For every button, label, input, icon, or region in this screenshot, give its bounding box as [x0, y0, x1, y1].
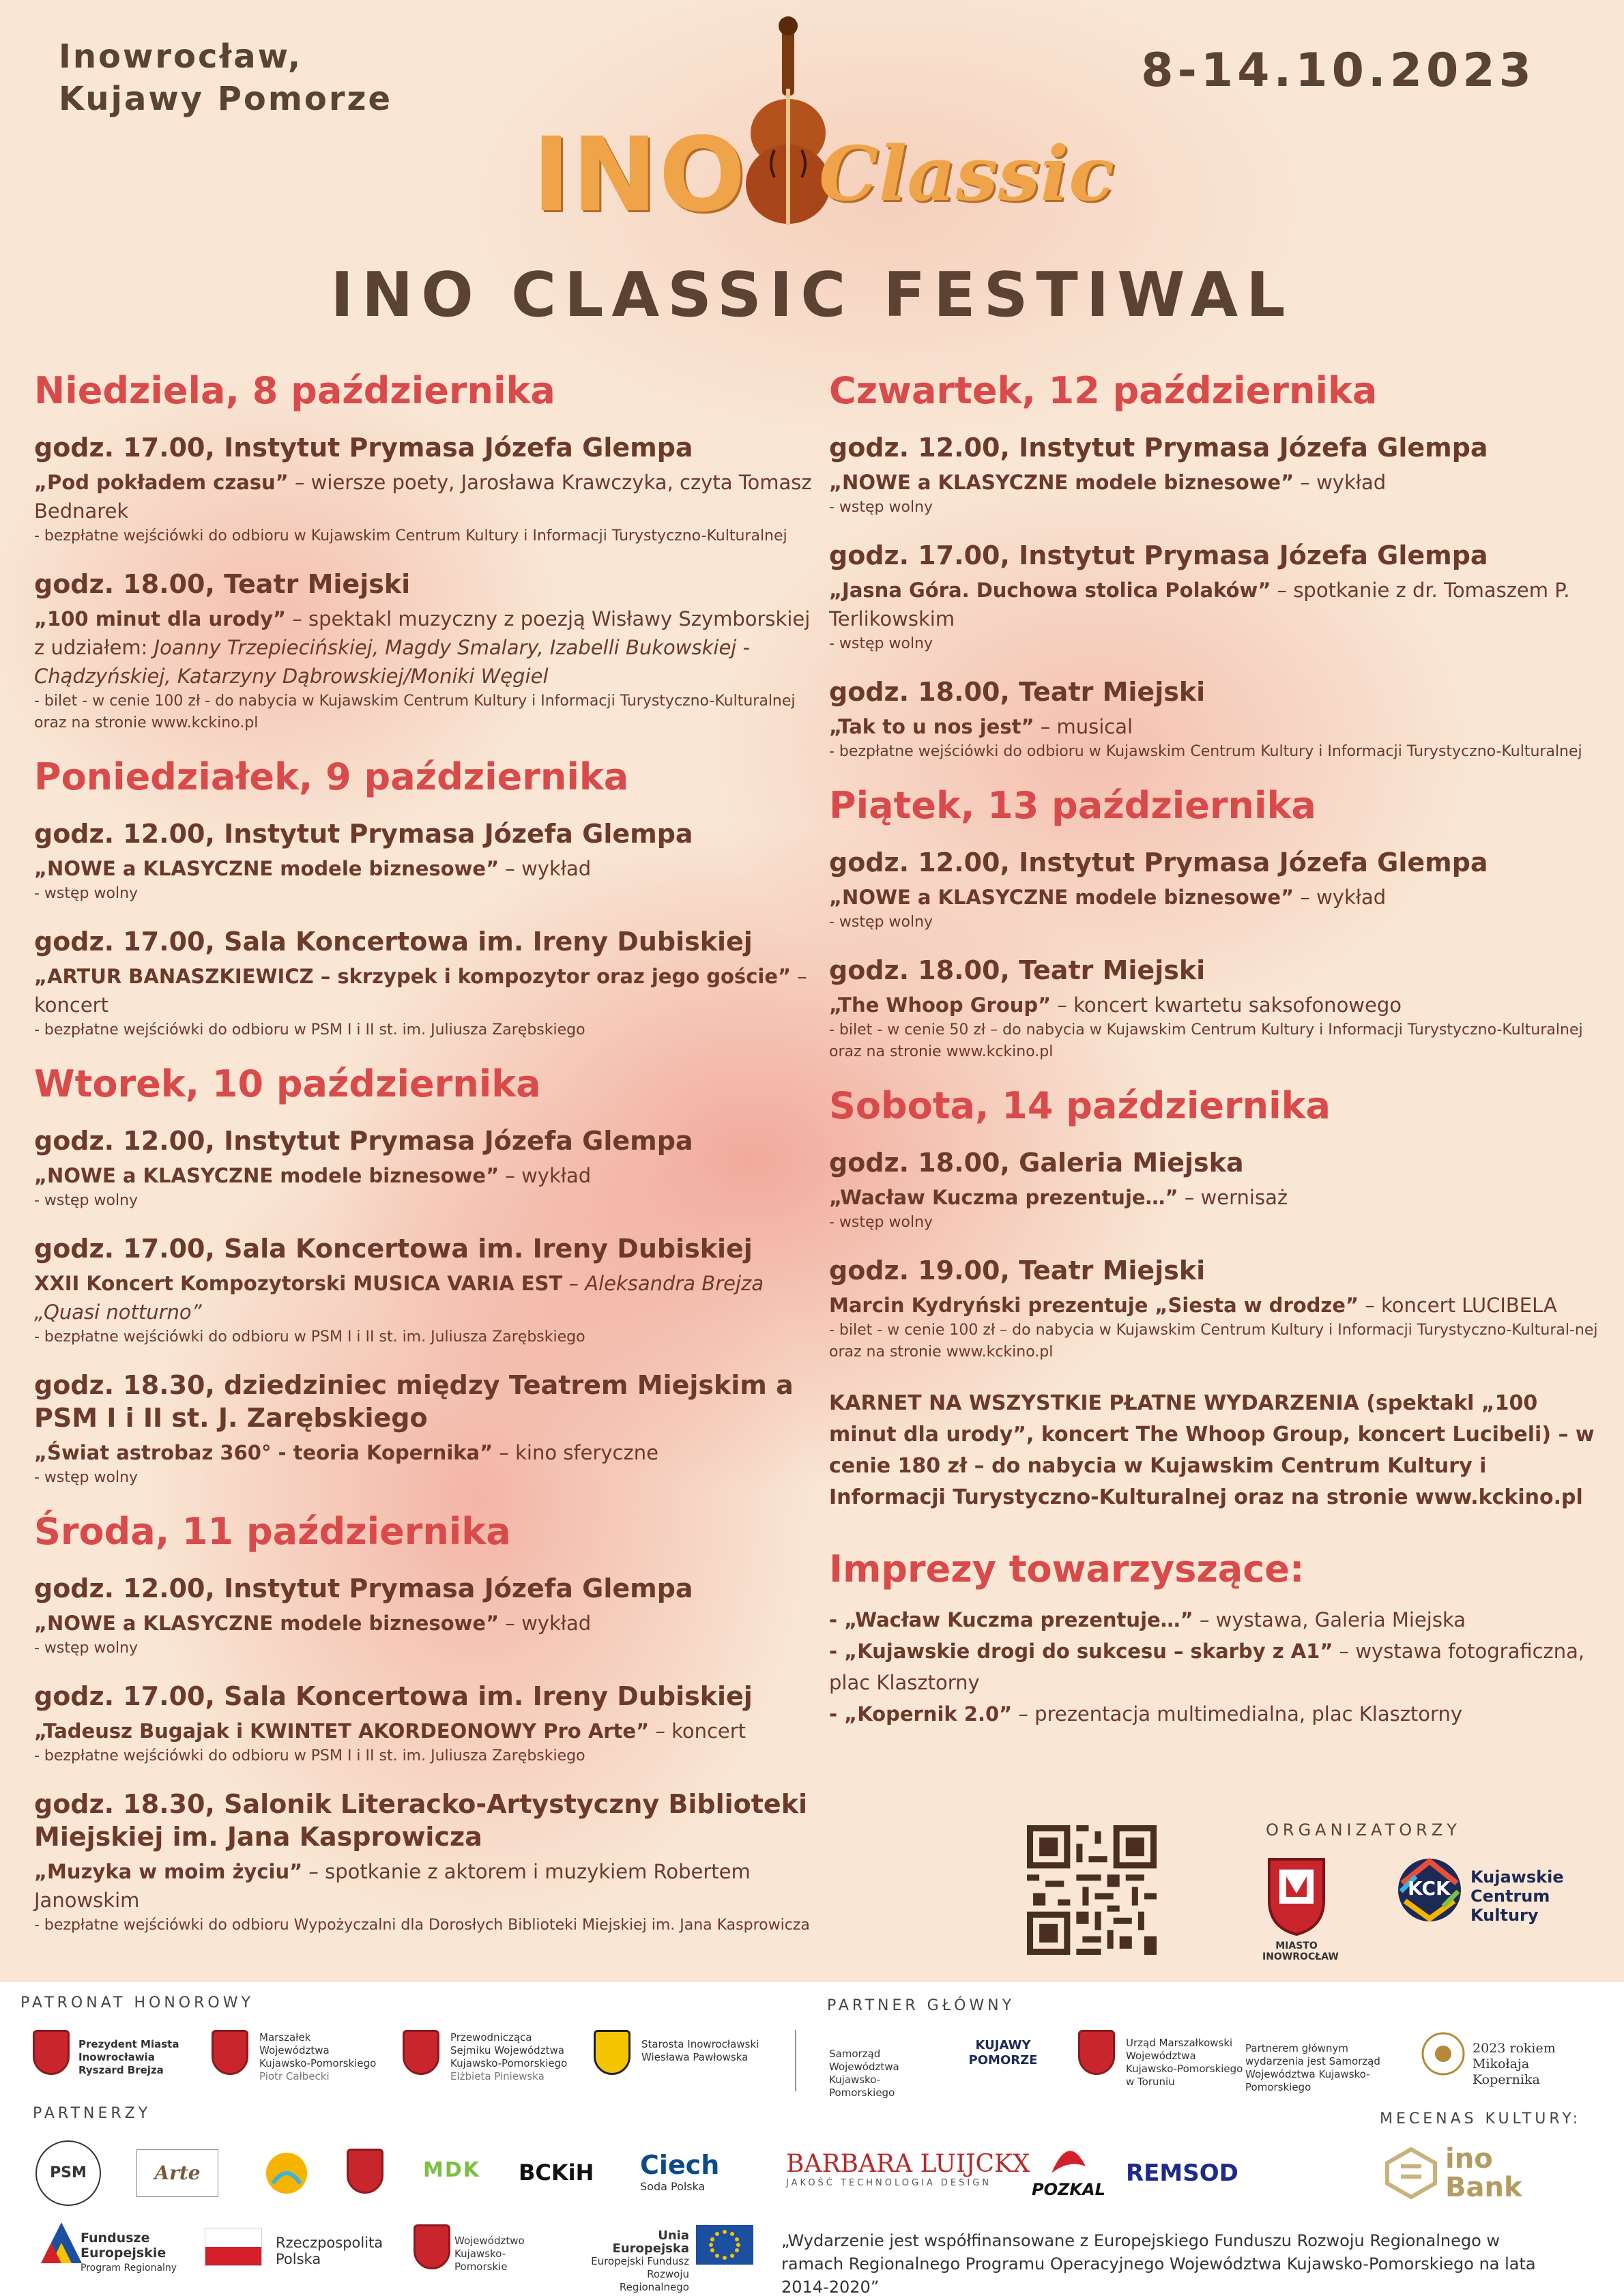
- day-section: [34, 755, 812, 1041]
- event-time-venue: godz. 17.00, Instytut Prymasa Józefa Glempa: [34, 433, 693, 463]
- inowroclaw-crest-logo: [1262, 1856, 1339, 1965]
- day-section: [34, 1509, 812, 1936]
- event-detail: – koncert kwartetu saksofonowego: [1051, 993, 1402, 1017]
- event-detail: – koncert LUCIBELA: [1359, 1294, 1557, 1317]
- event-description: [34, 854, 812, 883]
- ino-bank-bank: Bank: [1445, 2172, 1522, 2203]
- location-city: Inowrocław,: [59, 38, 303, 76]
- unia-logo: [580, 2229, 689, 2294]
- ciech-sub: Soda Polska: [640, 2180, 706, 2193]
- event-detail: – koncert: [649, 1719, 746, 1743]
- wojewodztwo-crest-icon: [414, 2224, 450, 2269]
- kck-name: Kujawskie Centrum Kultury: [1470, 1868, 1564, 1925]
- kopernik-sun-icon: [1421, 2031, 1466, 2076]
- event-title: „Jasna Góra. Duchowa stolica Polaków”: [829, 579, 1271, 602]
- event-item: [829, 675, 1607, 763]
- event-ticket-note: - bezpłatne wejściówki do odbioru w PSM I i II st. im. Juliusza Zarębskiego: [34, 1747, 585, 1764]
- event-detail: – musical: [1034, 715, 1133, 738]
- urzad-crest-icon: [1078, 2030, 1115, 2075]
- event-description: [34, 1438, 812, 1467]
- event-detail: – spektakl muzyczny z poezją Wisławy Szymborskiej z udziałem:: [34, 607, 811, 659]
- pozkal-name: POZKAL: [1032, 2180, 1105, 2199]
- event-item: [34, 1124, 812, 1212]
- day-title: Środa, 11 października: [34, 1510, 511, 1553]
- day-section: [34, 1062, 812, 1489]
- ciech-name: Ciech: [640, 2150, 720, 2180]
- rp-logo: Rzeczpospolita Polska: [276, 2235, 383, 2267]
- event-time-venue: godz. 18.30, Salonik Literacko-Artystyczny Biblioteki Miejskiej im. Jana Kasprowicza: [34, 1789, 808, 1852]
- event-time-venue: godz. 12.00, Instytut Prymasa Józefa Glempa: [829, 847, 1488, 877]
- patronat-label: PATRONAT HONOROWY: [20, 1994, 254, 2011]
- event-item: [34, 1788, 812, 1936]
- qr-code-icon[interactable]: [1027, 1825, 1157, 1955]
- event-ticket-note: - bilet - w cenie 100 zł – do nabycia w Kujawskim Centrum Kultury i Informacji Turystyczno-Kultural-nej oraz na stronie www.kckino.pl: [829, 1322, 1598, 1361]
- wojewodztwo-logo: Województwo Kujawsko-Pomorskie: [454, 2235, 525, 2273]
- imprezy-item: [829, 1636, 1607, 1698]
- right-days: [829, 368, 1607, 1363]
- kopernik-year: 2023 rokiem: [1473, 2041, 1556, 2056]
- day-section: [829, 1084, 1607, 1363]
- event-description: [829, 1291, 1607, 1320]
- fundusze-logo: [81, 2230, 183, 2276]
- patron-2-title: Marszałek Województwa Kujawsko-Pomorskiego: [259, 2031, 377, 2069]
- event-time-venue: godz. 17.00, Sala Koncertowa im. Ireny Dubiskiej: [34, 1234, 753, 1264]
- patron-1: [78, 2038, 194, 2077]
- kp-crest-icon: [212, 2030, 248, 2075]
- patron-4-title: Starosta Inowrocławski: [641, 2038, 759, 2050]
- mdk-logo: MDK: [423, 2158, 481, 2182]
- pozkal-icon: [1048, 2146, 1089, 2177]
- event-item: [34, 431, 812, 547]
- event-time-venue: godz. 18.30, dziedziniec między Teatrem Miejskim a PSM I i II st. J. Zarębskiego: [34, 1370, 794, 1433]
- city-crest-icon: [1262, 1856, 1331, 1938]
- event-detail: – koncert: [34, 965, 807, 1017]
- patron-4-name: Wiesława Pawłowska: [641, 2051, 749, 2063]
- event-item: [829, 1146, 1607, 1234]
- kopernik-year-logo: [1473, 2041, 1582, 2088]
- event-item: [34, 817, 812, 905]
- event-title: „Pod pokładem czasu”: [34, 471, 289, 494]
- mecenas-label: MECENAS KULTURY:: [1380, 2110, 1582, 2127]
- event-ticket-note: - wstęp wolny: [829, 499, 933, 516]
- event-ticket-note: - wstęp wolny: [829, 1214, 933, 1231]
- day-section: [829, 368, 1607, 763]
- event-description: [829, 712, 1607, 741]
- event-ticket-note: - bezpłatne wejściówki do odbioru w Kujawskim Centrum Kultury i Informacji Turystyczno-Kulturalnej: [829, 743, 1582, 760]
- partnerzy-label: PARTNERZY: [33, 2105, 151, 2122]
- event-time-venue: godz. 18.00, Teatr Miejski: [829, 955, 1206, 985]
- day-section: [829, 783, 1607, 1063]
- event-ticket-note: - bezpłatne wejściówki do odbioru w PSM I i II st. im. Juliusza Zarębskiego: [34, 1328, 585, 1346]
- pozkal-logo: [1032, 2146, 1105, 2199]
- imprezy-item-detail: – prezentacja multimedialna, plac Klasztorny: [1012, 1702, 1462, 1726]
- fundusze-program: Program Regionalny: [81, 2263, 177, 2273]
- event-description: [829, 468, 1607, 497]
- day-title: Poniedziałek, 9 października: [34, 755, 629, 798]
- event-time-venue: godz. 17.00, Instytut Prymasa Józefa Glempa: [829, 540, 1488, 570]
- event-detail: – wykład: [499, 1612, 592, 1635]
- psm-logo: PSM: [35, 2140, 101, 2206]
- event-description: [829, 883, 1607, 912]
- event-ticket-note: - bilet - w cenie 100 zł - do nabycia w Kujawskim Centrum Kultury i Informacji Turystyczno-Kulturalnej oraz na stronie www.kckino.pl: [34, 693, 796, 731]
- event-time-venue: godz. 17.00, Sala Koncertowa im. Ireny Dubiskiej: [34, 1681, 753, 1711]
- partner-note: Partnerem głównym wydarzenia jest Samorząd Województwa Kujawsko-Pomorskiego: [1245, 2042, 1380, 2093]
- patron-3: [450, 2031, 573, 2083]
- kopernik-name: Mikołaja Kopernika: [1473, 2057, 1540, 2087]
- event-ticket-note: - bezpłatne wejściówki do odbioru w Kujawskim Centrum Kultury i Informacji Turystyczno-Kulturalnej: [34, 527, 787, 544]
- event-description: [829, 576, 1607, 633]
- fundusze-name: Fundusze Europejskie: [81, 2230, 166, 2261]
- event-time-venue: godz. 12.00, Instytut Prymasa Józefa Glempa: [829, 433, 1488, 463]
- event-item: [34, 1680, 812, 1767]
- ino-bank-icon: [1384, 2146, 1438, 2200]
- event-title: „The Whoop Group”: [829, 993, 1052, 1017]
- imprezy-title: Imprezy towarzyszące:: [829, 1547, 1305, 1590]
- imprezy-item-title: - „Kopernik 2.0”: [829, 1702, 1013, 1726]
- kck-short: KCK: [1408, 1877, 1451, 1900]
- imprezy-item: [829, 1604, 1607, 1636]
- event-item: [34, 925, 812, 1041]
- program-right-column: [829, 368, 1607, 1730]
- event-detail: – kino sferyczne: [493, 1441, 658, 1464]
- event-detail: – wykład: [499, 857, 592, 880]
- bib-logo: [259, 2146, 314, 2200]
- imprezy-item-detail: – wystawa fotograficzna, plac Klasztorny: [829, 1640, 1585, 1694]
- event-ticket-note: - bilet - w cenie 50 zł – do nabycia w Kujawskim Centrum Kultury i Informacji Turystyczno-Kulturalnej oraz na stronie www.kckino.pl: [829, 1021, 1583, 1060]
- day-section: [34, 368, 812, 734]
- event-detail: – wiersze poety, Jarosława Krawczyka, czyta Tomasz Bednarek: [34, 471, 812, 523]
- event-performers: Joanny Trzepiecińskiej, Magdy Smalary, Izabelli Bukowskiej -Chądzyńskiej, Katarzyny Dąbrowskiej/Moniki Węgiel: [34, 636, 751, 688]
- event-title: „Tadeusz Bugajak i KWINTET AKORDEONOWY Pro Arte”: [34, 1719, 650, 1743]
- patron-3-title: Przewodnicząca Sejmiku Województwa Kujawsko-Pomorskiego: [450, 2031, 568, 2069]
- eu-flag-icon: [696, 2225, 753, 2265]
- remsod-logo: REMSOD: [1126, 2160, 1238, 2187]
- day-title: Wtorek, 10 października: [34, 1062, 541, 1105]
- efrr-name: Europejski Fundusz Rozwoju Regionalnego: [591, 2255, 689, 2293]
- event-ticket-note: - bezpłatne wejściówki do odbioru Wypożyczalni dla Dorosłych Biblioteki Miejskiej im. Jana Kasprowicza: [34, 1917, 810, 1934]
- ino-classic-logo: [532, 14, 1115, 239]
- church-crest-icon: [347, 2149, 383, 2194]
- partner-glowny-label: PARTNER GŁÓWNY: [827, 1997, 1015, 2014]
- event-detail: – wykład: [1294, 471, 1387, 494]
- event-title: „Świat astrobaz 360° - teoria Kopernika”: [34, 1441, 493, 1464]
- event-detail: – spotkanie z aktorem i muzykiem Robertem Janowskim: [34, 1860, 751, 1912]
- event-description: [34, 1857, 812, 1915]
- event-item: [829, 539, 1607, 655]
- bib-icon: [259, 2146, 314, 2200]
- page-title: INO CLASSIC FESTIWAL: [330, 259, 1294, 331]
- event-item: [829, 954, 1607, 1063]
- event-description: [34, 1269, 812, 1326]
- kck-logo: [1395, 1852, 1566, 1934]
- imprezy-list: [829, 1604, 1607, 1730]
- barbara-name: BARBARA LUIJCKX: [786, 2150, 1030, 2178]
- event-detail: – wernisaż: [1178, 1186, 1288, 1209]
- event-detail: – wykład: [499, 1164, 592, 1187]
- event-description: [34, 468, 812, 525]
- ciech-logo: [640, 2150, 719, 2193]
- urzad-logo: Urząd Marszałkowski Województwa Kujawsko-Pomorskiego w Toruniu: [1126, 2037, 1243, 2088]
- day-title: Piątek, 13 października: [829, 784, 1316, 827]
- barbara-luijckx-logo: [786, 2150, 1030, 2188]
- powiat-crest-icon: [594, 2030, 630, 2075]
- fundusze-icon: [41, 2222, 82, 2263]
- event-time-venue: godz. 19.00, Teatr Miejski: [829, 1255, 1206, 1285]
- imprezy-item-title: - „Kujawskie drogi do sukcesu – skarby z A1”: [829, 1640, 1333, 1663]
- patron-3-name: Elżbieta Piniewska: [450, 2070, 545, 2082]
- imprezy-item-detail: – wystawa, Galeria Miejska: [1193, 1608, 1466, 1631]
- day-title: Czwartek, 12 października: [829, 369, 1378, 412]
- sejmik-crest-icon: [403, 2030, 439, 2075]
- day-title: Niedziela, 8 października: [34, 369, 555, 412]
- event-item: [34, 568, 812, 734]
- event-title: „Muzyka w moim życiu”: [34, 1860, 303, 1883]
- event-description: [34, 605, 812, 691]
- patron-1-name: Ryszard Brejza: [78, 2064, 164, 2076]
- event-ticket-note: - wstęp wolny: [829, 914, 933, 931]
- ino-bank-logo: [1384, 2139, 1561, 2207]
- event-title: XXII Koncert Kompozytorski MUSICA VARIA EST: [34, 1272, 563, 1295]
- festival-dates: 8-14.10.2023: [1141, 44, 1535, 98]
- day-title: Sobota, 14 października: [829, 1084, 1331, 1127]
- patron-1-title: Prezydent Miasta Inowrocławia: [78, 2038, 179, 2063]
- event-performers: Aleksandra Brejza „Quasi notturno”: [34, 1272, 764, 1324]
- logo-ino-text: INO: [532, 116, 747, 235]
- organizers-label: ORGANIZATORZY: [1266, 1820, 1461, 1840]
- event-description: [34, 1609, 812, 1638]
- event-time-venue: godz. 12.00, Instytut Prymasa Józefa Glempa: [34, 1573, 693, 1603]
- location: [59, 35, 392, 120]
- sponsors-footer: [0, 1982, 1624, 2296]
- event-title: „100 minut dla urody”: [34, 607, 287, 630]
- imprezy-item-title: - „Wacław Kuczma prezentuje…”: [829, 1608, 1193, 1631]
- event-title: „NOWE a KLASYCZNE modele biznesowe”: [34, 1612, 499, 1635]
- event-title: „Wacław Kuczma prezentuje…”: [829, 1186, 1178, 1209]
- location-region: Kujawy Pomorze: [59, 80, 393, 118]
- event-time-venue: godz. 12.00, Instytut Prymasa Józefa Glempa: [34, 1126, 693, 1156]
- event-item: [829, 1254, 1607, 1363]
- event-description: [34, 1161, 812, 1190]
- event-ticket-note: - wstęp wolny: [34, 1192, 139, 1209]
- event-title: „NOWE a KLASYCZNE modele biznesowe”: [829, 471, 1294, 494]
- event-time-venue: godz. 17.00, Sala Koncertowa im. Ireny Dubiskiej: [34, 927, 753, 957]
- patron-2-name: Piotr Całbecki: [259, 2070, 330, 2082]
- event-item: [34, 1369, 812, 1489]
- karnet-info: KARNET NA WSZYSTKIE PŁATNE WYDARZENIA (spektakl „100 minut dla urody”, koncert The Whoop Group, koncert Lucibeli) – w cenie 180 zł – do nabycia w Kujawskim Centrum Kultury i Informacji Turystyczno-Kulturalnej oraz na stronie www.kckino.pl: [829, 1391, 1595, 1509]
- event-title: „Tak to u nos jest”: [829, 715, 1034, 738]
- event-item: [34, 1232, 812, 1348]
- event-title: „NOWE a KLASYCZNE modele biznesowe”: [34, 1164, 499, 1187]
- event-time-venue: godz. 18.00, Teatr Miejski: [829, 677, 1206, 707]
- event-description: [829, 991, 1607, 1019]
- event-ticket-note: - wstęp wolny: [829, 635, 933, 652]
- event-description: [829, 1183, 1607, 1212]
- event-ticket-note: - wstęp wolny: [34, 885, 139, 902]
- cofinancing-caption: „Wydarzenie jest współfinansowane z Europejskiego Funduszu Rozwoju Regionalnego w ramach Regionalnego Programu Operacyjnego Województwa Kujawsko-Pomorskiego na lata 2014-2020”: [781, 2231, 1536, 2296]
- event-description: [34, 962, 812, 1019]
- event-description: [34, 1717, 812, 1745]
- event-item: [34, 1572, 812, 1659]
- program-left-column: [34, 368, 812, 1957]
- polish-flag-icon: [205, 2228, 262, 2266]
- kujawy-pomorze-logo: KUJAWY POMORZE: [968, 2038, 1038, 2067]
- barbara-tagline: JAKOŚĆ TECHNOLOGIA DESIGN: [786, 2178, 992, 2188]
- event-time-venue: godz. 18.00, Teatr Miejski: [34, 569, 411, 599]
- event-title: Marcin Kydryński prezentuje „Siesta w drodze”: [829, 1294, 1359, 1317]
- city-name: MIASTO INOWROCŁAW: [1262, 1941, 1339, 1962]
- bckih-logo: BCKiH: [519, 2160, 594, 2185]
- unia-name: Unia Europejska: [612, 2228, 689, 2256]
- arte-logo: Arte: [136, 2149, 218, 2197]
- event-time-venue: godz. 18.00, Galeria Miejska: [829, 1148, 1244, 1178]
- imprezy-item: [829, 1698, 1607, 1730]
- footer-divider: [795, 2030, 796, 2091]
- event-detail: –: [562, 1272, 585, 1295]
- event-detail: – wykład: [1294, 886, 1387, 909]
- event-item: [829, 431, 1607, 519]
- event-title: „NOWE a KLASYCZNE modele biznesowe”: [34, 857, 499, 880]
- patron-2: [259, 2031, 382, 2083]
- inowroclaw-crest-icon: [33, 2030, 70, 2075]
- event-item: [829, 846, 1607, 933]
- event-ticket-note: - wstęp wolny: [34, 1640, 139, 1657]
- event-detail: – spotkanie z dr. Tomaszem P. Terlikowskim: [829, 579, 1570, 630]
- event-title: „ARTUR BANASZKIEWICZ – skrzypek i kompozytor oraz jego goście”: [34, 965, 792, 988]
- event-ticket-note: - bezpłatne wejściówki do odbioru w PSM I i II st. im. Juliusza Zarębskiego: [34, 1021, 585, 1038]
- patron-4: [641, 2038, 764, 2064]
- ino-bank-ino: ino: [1445, 2143, 1493, 2175]
- logo-classic-text: Classic: [819, 130, 1115, 218]
- event-ticket-note: - wstęp wolny: [34, 1469, 139, 1486]
- event-time-venue: godz. 12.00, Instytut Prymasa Józefa Glempa: [34, 819, 693, 849]
- samorzad-logo: Samorząd Województwa Kujawsko-Pomorskiego: [829, 2048, 899, 2099]
- event-title: „NOWE a KLASYCZNE modele biznesowe”: [829, 886, 1294, 909]
